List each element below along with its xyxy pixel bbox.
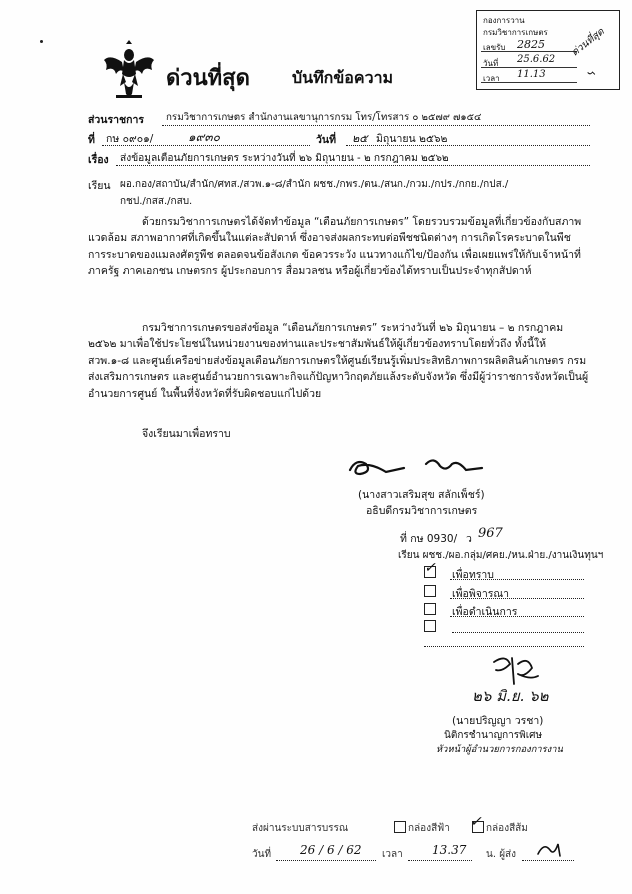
salutation-label: เรียน: [88, 180, 111, 192]
footer-dotted-line: [408, 860, 472, 861]
body-paragraph-2: กรมวิชาการเกษตรขอส่งข้อมูล “เตือนภัยการเกษตร” ระหว่างวันที่ ๒๖ มิถุนายน – ๒ กรกฎาคม ๒๕๖๒ มาเพื่อใช้ประโยชน์ในหน่วยงานของท่านและประชาสัมพันธ์ให้ผู้เกี่ยวข้องทราบโดยทั่วถึง ทั้งนี้ให้ สวพ.๑-๘ และศูนย์เครือข่ายส่งข้อมูลเตือนภัยการเกษตรให้ศูนย์เรียนรู้เพิ่มประสิทธิภาพการผลิตสินค้าเกษตร กรมส่งเสริมการเกษตร และศูนย์อำนวยการเฉพาะกิจแก้ปัญหาวิกฤตภัยแล้งระดับจังหวัด ซึ่งมีผู้ว่าราชการจังหวัดเป็นผู้อำนวยการศูนย์ ในพื้นที่จังหวัดที่รับผิดชอบแก่ไปด้วย: [88, 322, 589, 400]
stamp-handwritten-mark: ᓭ: [585, 69, 599, 80]
date-label: วันที่: [316, 134, 336, 146]
stamp-underline: [481, 82, 577, 83]
date-rest: มิถุนายน ๒๕๖๒: [376, 133, 448, 145]
salutation-line1: ผอ.กอง/สถาบัน/สำนัก/ศทส./สวพ.๑-๘/สำนัก ผชช./กพร./ตน./สนก./กวม./กปร./กกย./กปส./: [120, 179, 509, 190]
sender-initial-icon: [534, 838, 564, 860]
routing-to-line: เรียน ผชช./ผอ.กลุ่ม/ศคย./หน.ฝ่าย./งานเงินทุนฯ: [398, 550, 604, 561]
option-label-1: เพื่อทราบ: [452, 569, 494, 581]
stamp-handwritten-urgent: ด่วนที่สุด: [569, 26, 607, 59]
director-name: (นางสาวเสริมสุข สลักเพ็ชร์): [358, 489, 485, 501]
date-dotted-line: [346, 145, 590, 146]
footer-opt1-label: กล่องสีฟ้า: [408, 823, 450, 834]
option-dotted-line: [450, 579, 584, 580]
director-signature-icon: [342, 452, 492, 482]
scan-speck: [40, 40, 43, 43]
footer-opt2-label: กล่องสีส้ม: [486, 823, 528, 834]
date-day-handwritten: ๒๕: [352, 132, 368, 145]
footer-dotted-line: [276, 860, 376, 861]
checkmark-icon: ✓: [424, 560, 436, 576]
footer-time-value: 13.37: [432, 843, 467, 857]
stamp-date-label: วันที่: [483, 59, 499, 68]
stamp-reg-no: 2825: [517, 38, 545, 51]
subject-value: ส่งข้อมูลเตือนภัยการเกษตร ระหว่างวันที่ ๒๖ มิถุนายน - ๒ กรกฎาคม ๒๕๖๒: [120, 153, 449, 164]
routing-ref-number: 967: [478, 526, 503, 541]
footer-checkbox-blue[interactable]: [394, 821, 406, 833]
footer-date-value: 26 / 6 / 62: [300, 843, 362, 857]
routing-ref-label: ที่ กษ 0930/: [400, 533, 458, 545]
routing-ref-prefix: ว: [466, 533, 472, 545]
handwritten-date: ๒๖ มิ.ย. ๖๒: [472, 687, 549, 705]
stamp-underline: [481, 51, 577, 52]
option-dotted-line: [450, 616, 584, 617]
subject-label: เรื่อง: [88, 154, 109, 166]
option-dotted-line: [424, 646, 584, 647]
stamp-line1: กองการวาน: [483, 16, 525, 25]
option-checkbox-2[interactable]: [424, 585, 436, 597]
director-position: อธิบดีกรมวิชาการเกษตร: [366, 505, 478, 517]
ref-value: กษ ๐๙๐๑/: [106, 133, 154, 145]
salutation-line2: กชป./กสส./กสบ.: [120, 196, 193, 207]
stamp-underline: [481, 67, 577, 68]
ref-handwritten-number: ๑๙๓๐: [188, 130, 220, 144]
ref-dotted-line: [102, 145, 310, 146]
subject-dotted-line: [116, 165, 590, 166]
checkmark-icon: ✓: [470, 814, 482, 830]
agency-dotted-line: [162, 125, 590, 126]
body-paragraph-1: ด้วยกรมวิชาการเกษตรได้จัดทำข้อมูล “เตือนภัยการเกษตร” โดยรวบรวมข้อมูลที่เกี่ยวข้องกับสภาพแวดล้อม สภาพอากาศที่เกิดขึ้นในแต่ละสัปดาห์ ซึ่งอาจส่งผลกระทบต่อพืชชนิดต่างๆ การเกิดโรคระบาดในพืช การระบาดของแมลงศัตรูพืช ตลอดจนข้อสังเกต ข้อควรระวัง แนวทางแก้ไข/ป้องกัน เพื่อเผยแพร่ให้กับเจ้าหน้าที่ภาครัฐ ภาคเอกชน เกษตรกร ผู้ประกอบการ สื่อมวลชน หรือผู้เกี่ยวข้องได้ทราบเป็นประจำทุกสัปดาห์: [88, 216, 582, 278]
stamp-time-label: เวลา: [483, 74, 500, 83]
footer-dotted-line: [522, 860, 574, 861]
handwritten-initials-icon: [488, 654, 544, 688]
receiving-stamp: [476, 10, 620, 90]
stamp-date-value: 25.6.62: [517, 54, 556, 65]
option-checkbox-3[interactable]: [424, 603, 436, 615]
memo-title: บันทึกข้อความ: [292, 68, 394, 87]
urgent-heading: ด่วนที่สุด: [166, 66, 250, 91]
footer-date-label: วันที่: [252, 849, 272, 860]
closing-line: จึงเรียนมาเพื่อทราบ: [142, 428, 231, 440]
stamp-time-value: 11.13: [517, 69, 546, 80]
option-label-2: เพื่อพิจารณา: [452, 588, 510, 600]
officer-name: (นายปริญญา วรชา): [452, 715, 544, 727]
agency-label: ส่วนราชการ: [88, 114, 145, 126]
agency-value: กรมวิชาการเกษตร สำนักงานเลขานุการกรม โทร/โทรสาร ๐ ๒๕๗๙ ๗๑๕๔: [166, 112, 482, 123]
garuda-emblem-icon: [102, 40, 156, 100]
ref-label: ที่: [88, 134, 95, 146]
footer-sign-label: น. ผู้ส่ง: [486, 849, 517, 860]
officer-position-1: นิติกรชำนาญการพิเศษ: [444, 730, 543, 741]
option-label-3: เพื่อดำเนินการ: [452, 606, 518, 618]
option-checkbox-4[interactable]: [424, 620, 436, 632]
option-dotted-line: [450, 598, 584, 599]
footer-time-label: เวลา: [382, 849, 403, 860]
stamp-line2: กรมวิชาการเกษตร: [483, 28, 548, 37]
stamp-reg-label: เลขรับ: [483, 43, 506, 52]
option-dotted-line: [452, 632, 584, 633]
officer-position-2: หัวหน้าผู้อำนวยการกองการงาน: [436, 744, 563, 755]
footer-label: ส่งผ่านระบบสารบรรณ: [252, 823, 349, 834]
